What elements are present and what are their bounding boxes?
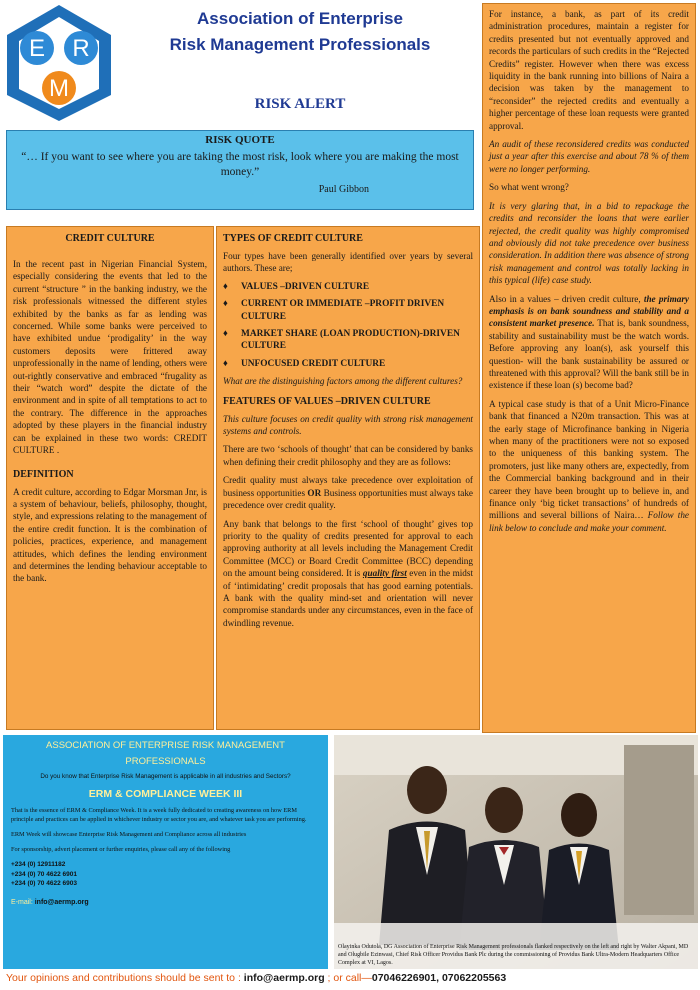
- promo-phone[interactable]: +234 (0) 12911182: [11, 861, 66, 868]
- footer-middle: ; or call—: [324, 972, 372, 984]
- promo-sponsorship: For sponsorship, advert placement or further enquiries, please call any of the following: [11, 846, 231, 853]
- culture-type-label: VALUES –DRIVEN CULTURE: [241, 281, 370, 292]
- types-intro: Four types have been generally identified over years by several authors. These are;: [223, 251, 473, 274]
- audit-paragraph: An audit of these reconsidered credits was conducted just a year after this exercise and about 78 % of them were no longer performing.: [489, 139, 689, 174]
- promo-question: Do you know that Enterprise Risk Management is applicable in all industries and Sectors?: [40, 773, 291, 780]
- analysis-paragraph: It is very glaring that, in a bid to repackage the credits and reconsider the loans that were earlier rejected, the credit quality was highly compromised and obviously did not take precedence over business consideration. In addition there was absence of strong risk management and control was totally lacking in this typical (life) case study.: [489, 200, 689, 286]
- promo-title: ASSOCIATION OF ENTERPRISE RISK MANAGEMENT PROFESSIONALS: [46, 740, 285, 767]
- org-title: [125, 6, 475, 58]
- promo-email-label: E-mail:: [11, 898, 35, 906]
- footer-email-link[interactable]: info@aermp.org: [243, 972, 325, 984]
- diamond-bullet-icon: ♦: [223, 329, 228, 340]
- culture-type-item: [223, 281, 473, 293]
- or-emphasis: OR: [307, 487, 322, 498]
- culture-type-label: MARKET SHARE (LOAN PRODUCTION)-DRIVEN CULTURE: [241, 329, 460, 352]
- culture-type-item: [223, 298, 473, 323]
- photo-caption: Olayinka Odutola, DG Association of Enterprise Risk Management professionals flanked respectively on the left and right by Walter Akpani, MD and Olugbile Ezinwasi, Chief Risk Officer Providus Bank Plc during the commissioning of Providus Bank Ultra-Modern Headquarters Office Complex at VI, Lagos.: [338, 944, 689, 966]
- promo-phone[interactable]: +234 (0) 70 4622 6901: [11, 870, 77, 878]
- culture-type-label: CURRENT OR IMMEDIATE –PROFIT DRIVEN CULTURE: [241, 299, 445, 322]
- credit-quality-paragraph: [223, 474, 473, 511]
- follow-link-text: Follow the link below to conclude and make your comment.: [489, 510, 689, 533]
- values-driven-text-b: That is, bank soundness, stability and sustainability must be the watch words. Before approving any loan(s), ask yourself this question- will the bank sustainability be assured or threatened with this approval? Will the bank still be in existence if these loan (s) become bad?: [489, 318, 689, 391]
- micro-finance-text: A typical case study is that of a Unit Micro-Finance bank that financed a N20m transaction. This was at the early stage of Microfinance banking in Nigeria when many of the practitioners were not so exposed to the uniqueness of this banking system. The promoters, just like many others are, expectedly, from the Commercial banking background and in their career they have been brought up to believe in, and finance only ‘big ticket transactions’ of hundreds of millions and several billions of Naira…: [489, 398, 689, 521]
- org-title-line1: Association of Enterprise: [197, 9, 403, 28]
- credit-culture-paragraph: In the recent past in Nigerian Financial System, especially considering the events that led to the current “structure ” in the banking industry, we the risk professionals witnessed the different styles exhibited by the banks as far as lending was concerned. While some banks were perceived to have exhibited undue ‘prodigality’ in the way customers deposits were frittered away unprofessionally in the name of lending, others were out-rightly conservative and embraced “frugality as their “watch word” despite the dictate of the environment and in spite of all temptations to act to the contrary. The difference in the approaches adopted by these players in the financial industry can be explained in these two words: CREDIT CULTURE .: [13, 259, 207, 456]
- logo-letter-m: M: [49, 75, 69, 102]
- risk-quote-author: Paul Gibbon: [318, 184, 369, 195]
- diamond-bullet-icon: ♦: [223, 281, 228, 292]
- quality-first-emphasis: quality first: [362, 568, 407, 579]
- erm-week-promo: [3, 735, 328, 969]
- footer-prefix: Your opinions and contributions should be sent to :: [6, 972, 244, 984]
- people-photo-image: [334, 735, 698, 969]
- promo-phone[interactable]: +234 (0) 70 4622 6903: [11, 880, 77, 887]
- risk-quote-text: “… If you want to see where you are taking the most risk, look where you are making the most money.”: [21, 151, 459, 178]
- footer-phones[interactable]: 07046226901, 07062205563: [371, 972, 507, 984]
- logo-letter-e: E: [28, 35, 46, 62]
- definition-paragraph: A credit culture, according to Edgar Morsman Jnr, is a system of behaviour, beliefs, philosophy, thought, style, and expressions relating to the management of the entire credit function. It is the combination of policies, practices, experience, and management attitudes, which defines the lending environment and determines the lending behaviour acceptable to the bank.: [13, 486, 207, 584]
- values-driven-paragraph: [489, 293, 689, 392]
- primary-emphasis: the primary emphasis is on bank soundness and stability and a consistent market presence.: [489, 293, 690, 329]
- features-heading: FEATURES OF VALUES –DRIVEN CULTURE: [223, 395, 431, 407]
- culture-type-item: [223, 328, 473, 353]
- credit-culture-heading: CREDIT CULTURE: [65, 233, 155, 244]
- erm-logo: [3, 3, 115, 123]
- promo-email: [11, 899, 320, 906]
- risk-alert-title: RISK ALERT: [254, 96, 346, 112]
- register-paragraph: For instance, a bank, as part of its credit administration procedures, maintain a register for credits presented but not eventually approved and records the particulars of such credits in the “Rejected Credits” register. However when there was excess liquidity in the bank running into billions of Naira a decision was taken by the management to “reconsider” the rejected credits and eventually a higher percentage of these loan requests were granted approval.: [489, 9, 689, 131]
- what-went-wrong: So what went wrong?: [489, 182, 569, 193]
- quality-first-text-b: even in the midst of ‘intimidating’ credit proposals that has good earning potentials. A bank with the quality mind-set and orientation will never compromise standards under any circumstances, even in the face of dwindling revenue.: [223, 568, 473, 628]
- types-heading: TYPES OF CREDIT CULTURE: [223, 233, 363, 244]
- promo-essence: That is the essence of ERM & Compliance Week. It is a week fully dedicated to creating awareness on how ERM principle and practices can be applied in whichever industry or sector you are, and whatever task you are performing.: [11, 807, 307, 823]
- types-column: [216, 226, 480, 730]
- features-italic: This culture focuses on credit quality with strong risk management systems and controls.: [223, 413, 473, 437]
- values-driven-text-a: Also in a values – driven credit culture,: [489, 293, 644, 304]
- promo-week-title: ERM & COMPLIANCE WEEK III: [88, 788, 243, 800]
- org-title-line2: Risk Management Professionals: [169, 35, 431, 54]
- promo-email-link[interactable]: info@aermp.org: [34, 898, 89, 906]
- credit-culture-column: [6, 226, 214, 730]
- quality-first-text-a: Any bank that belongs to the first ‘school of thought’ gives top priority to the quality of credits presented for approval to each approving authority at all levels including the Management Credit Committee (MCC) or Board Credit Committee (BCC) depending on the amount being considered. It is: [223, 518, 473, 579]
- quality-first-paragraph: [223, 518, 473, 630]
- footer-contact: [6, 972, 696, 984]
- distinguishing-question: What are the distinguishing factors among the different cultures?: [223, 376, 463, 387]
- micro-finance-paragraph: [489, 398, 689, 534]
- culture-type-label: UNFOCUSED CREDIT CULTURE: [241, 358, 386, 369]
- culture-type-item: [223, 358, 473, 370]
- schools-paragraph: There are two ‘schools of thought’ that can be considered by banks when defining their credit philosophy and they are as follows:: [223, 444, 473, 467]
- commissioning-photo: [334, 735, 698, 969]
- definition-heading: DEFINITION: [13, 468, 74, 480]
- credit-quality-text-b: Business opportunities must always take precedence over credit quality.: [223, 487, 474, 511]
- promo-showcase: ERM Week will showcase Enterprise Risk Management and Compliance across all industries: [11, 831, 247, 838]
- risk-quote-heading: RISK QUOTE: [205, 134, 275, 146]
- risk-quote-box: [6, 130, 474, 210]
- credit-quality-text-a: Credit quality must always take precedence over exploitation of business opportunities: [223, 475, 473, 498]
- diamond-bullet-icon: ♦: [223, 358, 228, 369]
- diamond-bullet-icon: ♦: [223, 299, 228, 310]
- case-study-column: [482, 3, 696, 733]
- logo-letter-r: R: [72, 35, 90, 62]
